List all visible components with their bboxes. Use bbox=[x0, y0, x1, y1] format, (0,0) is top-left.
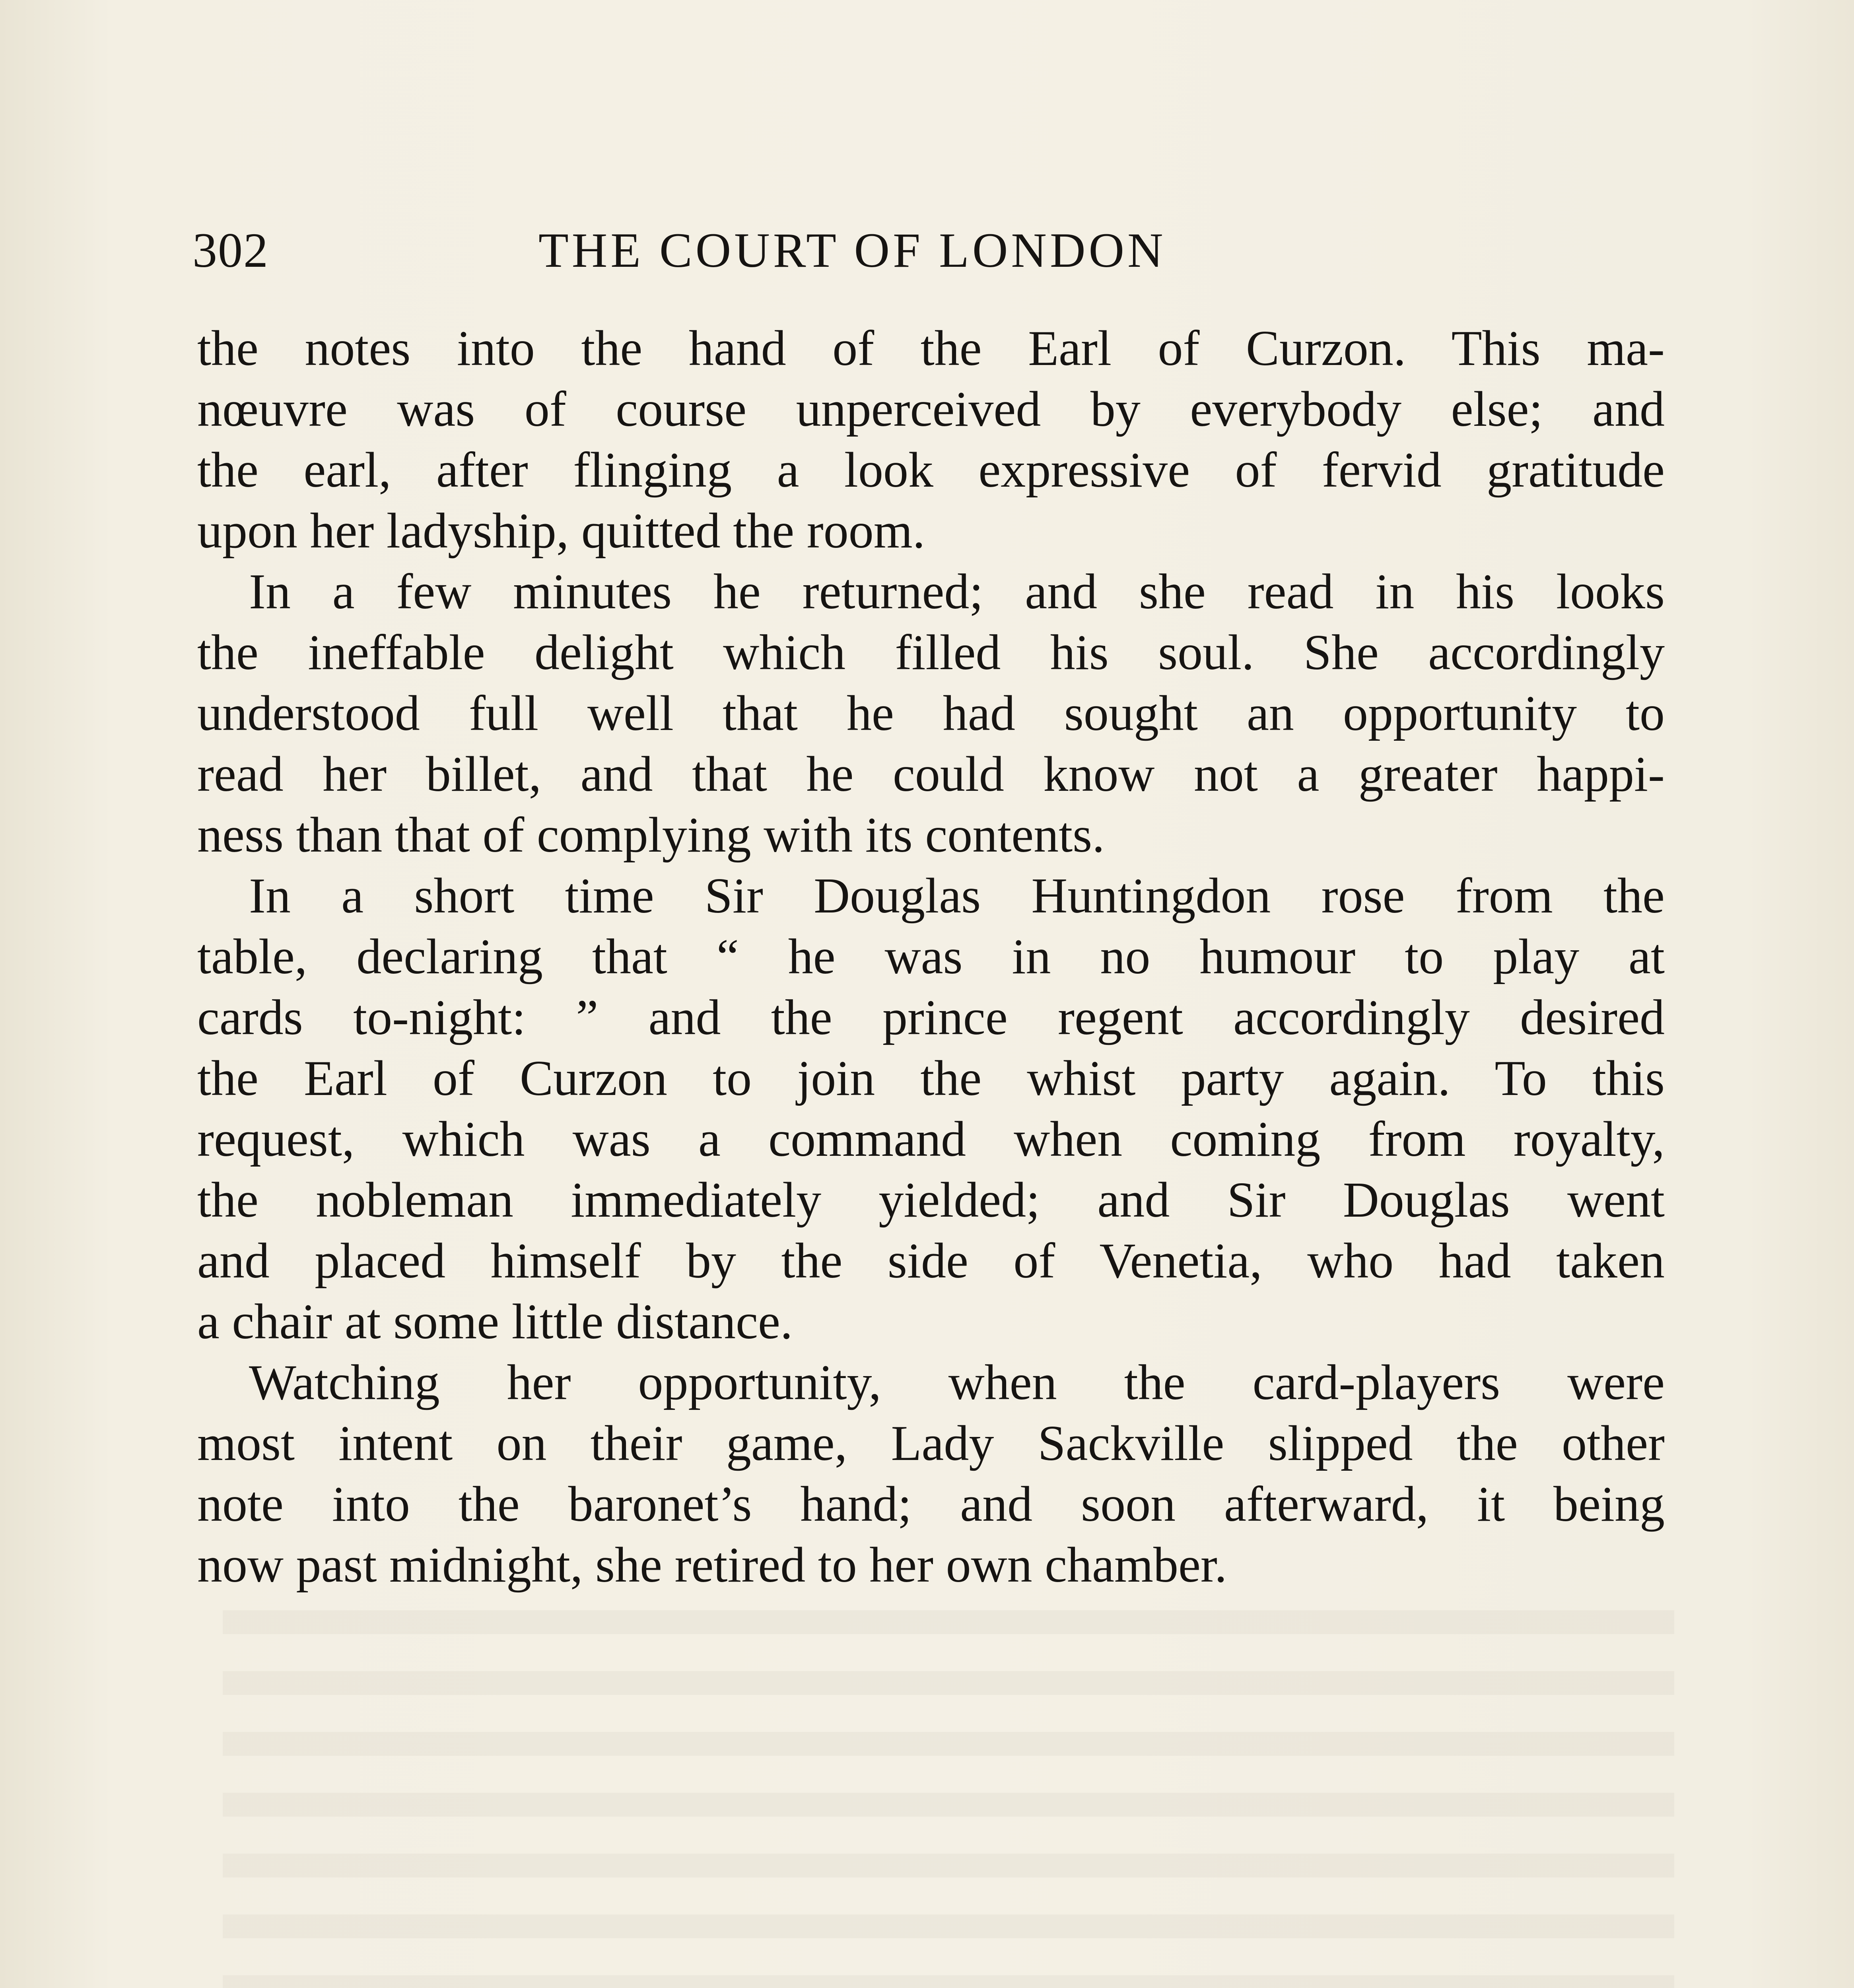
text-line: and placed himself by the side of Venetia, who had taken bbox=[197, 1233, 1665, 1289]
text-line: the earl, after flinging a look expressive of fervid gratitude bbox=[197, 443, 1665, 498]
body-text bbox=[197, 318, 1665, 1596]
text-line: nœuvre was of course unperceived by everybody else; and bbox=[197, 382, 1665, 437]
text-line: In a short time Sir Douglas Huntingdon rose from the bbox=[249, 868, 1665, 924]
text-line: table, declaring that “ he was in no humour to play at bbox=[197, 929, 1665, 984]
text-line: request, which was a command when coming from royalty, bbox=[197, 1112, 1665, 1167]
text-line: the nobleman immediately yielded; and Sir Douglas went bbox=[197, 1173, 1665, 1228]
text-line: understood full well that he had sought an opportunity to bbox=[197, 686, 1665, 741]
text-line: read her billet, and that he could know not a greater happi- bbox=[197, 747, 1665, 802]
page-number: 302 bbox=[192, 223, 269, 278]
text-line: the notes into the hand of the Earl of Curzon. This ma- bbox=[197, 321, 1665, 376]
text-line: note into the baronet’s hand; and soon afterward, it being bbox=[197, 1477, 1665, 1532]
text-line: upon her ladyship, quitted the room. bbox=[197, 503, 925, 559]
text-line: In a few minutes he returned; and she read in his looks bbox=[249, 564, 1665, 619]
text-line: now past midnight, she retired to her own chamber. bbox=[197, 1538, 1227, 1593]
text-line: most intent on their game, Lady Sackville slipped the other bbox=[197, 1416, 1665, 1471]
page-header bbox=[192, 215, 1664, 286]
text-line: the Earl of Curzon to join the whist party again. To this bbox=[197, 1051, 1665, 1106]
text-line: the ineffable delight which filled his soul. She accordingly bbox=[197, 625, 1665, 680]
running-head: THE COURT OF LONDON bbox=[538, 223, 1166, 278]
text-line: Watching her opportunity, when the card-players were bbox=[249, 1355, 1665, 1410]
text-line: ness than that of complying with its contents. bbox=[197, 808, 1105, 863]
text-line: cards to-night: ” and the prince regent accordingly desired bbox=[197, 990, 1665, 1045]
text-line: a chair at some little distance. bbox=[197, 1294, 793, 1349]
show-through-bleed bbox=[223, 1610, 1674, 1988]
